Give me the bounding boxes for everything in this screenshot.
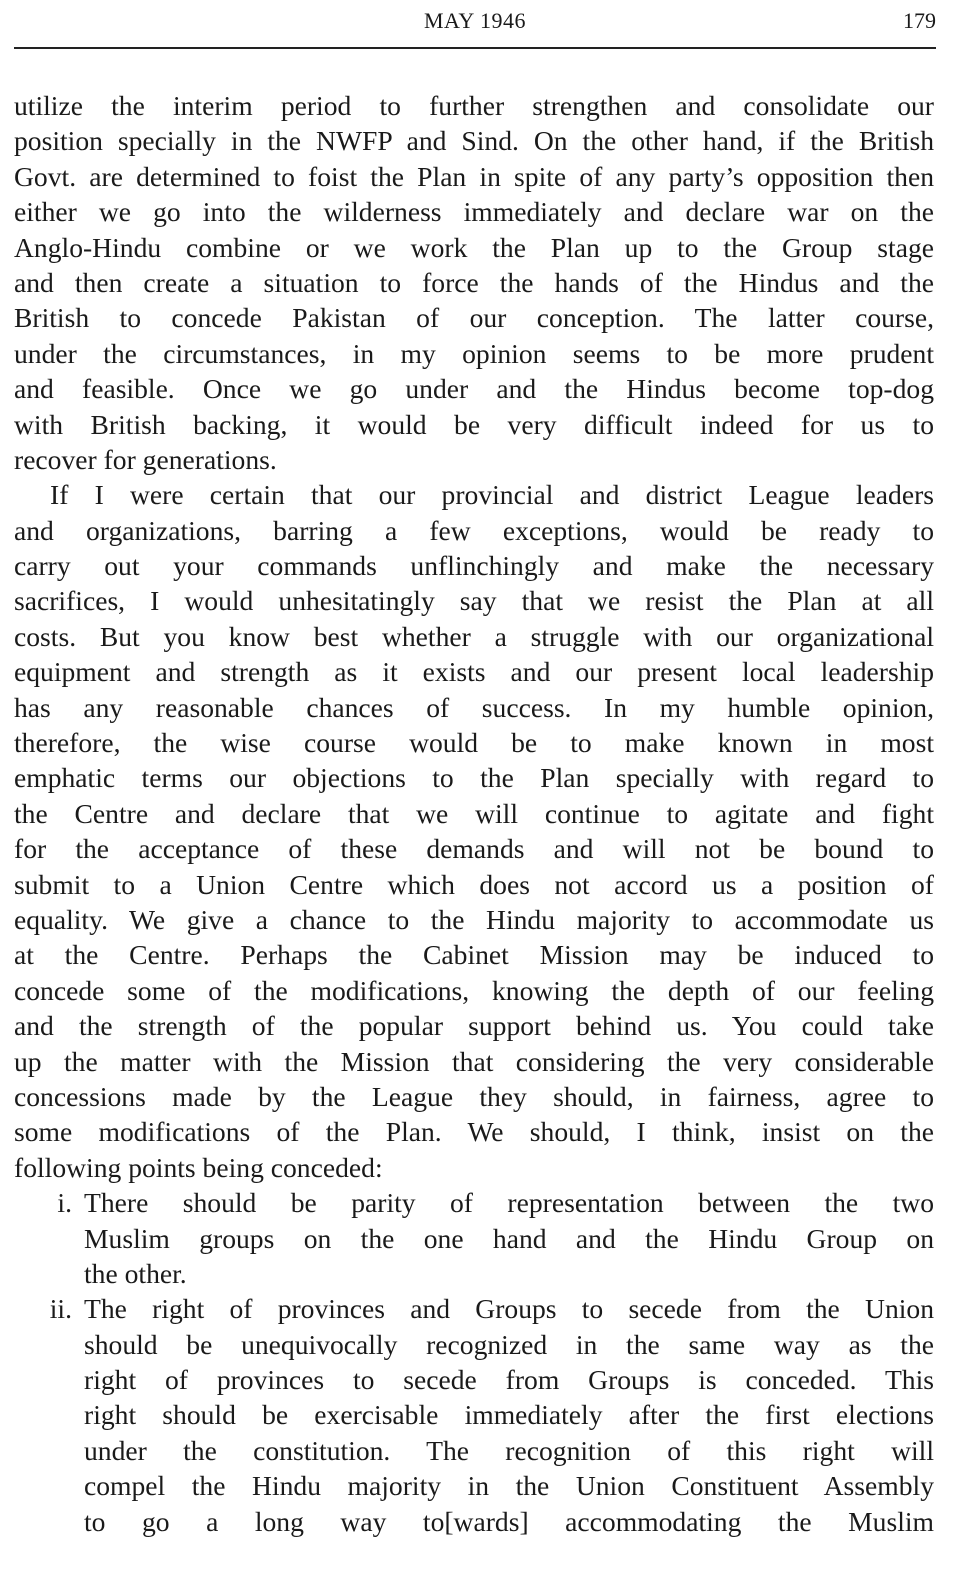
- text-line: has any reasonable chances of success. In my humble opinion,: [14, 691, 934, 723]
- text-line: therefore, the wise course would be to make known in most: [14, 727, 934, 759]
- text-line: carry out your commands unflinchingly and make the necessary: [14, 550, 934, 582]
- page-number: 179: [903, 8, 936, 33]
- text-line: with British backing, it would be very difficult indeed for us to: [14, 408, 934, 440]
- text-line: up the matter with the Mission that considering the very considerable: [14, 1045, 934, 1077]
- text-line: equipment and strength as it exists and our present local leadership: [14, 656, 934, 688]
- text-line: some modifications of the Plan. We should, I think, insist on the: [14, 1116, 934, 1148]
- paragraph-1: [14, 88, 934, 477]
- body-text: [14, 88, 934, 1539]
- text-line: and feasible. Once we go under and the Hindus become top-dog: [14, 373, 934, 405]
- text-line: costs. But you know best whether a struggle with our organizational: [14, 620, 934, 652]
- text-line: utilize the interim period to further strengthen and consolidate our: [14, 90, 934, 121]
- text-line: There should be parity of representation between the two: [84, 1187, 934, 1219]
- text-line: If I were certain that our provincial and district League leaders: [50, 479, 934, 511]
- text-line: at the Centre. Perhaps the Cabinet Mission may be induced to: [14, 939, 934, 971]
- list-item-ii: [14, 1291, 934, 1539]
- text-line: either we go into the wilderness immediately and declare war on the: [14, 196, 934, 228]
- list-item-number: ii.: [49, 1293, 72, 1325]
- text-line: compel the Hindu majority in the Union Constituent Assembly: [84, 1470, 934, 1502]
- text-line: for the acceptance of these demands and will not be bound to: [14, 833, 934, 865]
- list-item-i: [14, 1185, 934, 1291]
- text-line: emphatic terms our objections to the Plan specially with regard to: [14, 762, 934, 794]
- header-rule: [14, 47, 936, 49]
- text-line: position specially in the NWFP and Sind. On the other hand, if the British: [14, 125, 934, 157]
- text-line: Govt. are determined to foist the Plan in spite of any party’s opposition then: [14, 160, 934, 192]
- text-line: and organizations, barring a few exceptions, would be ready to: [14, 514, 934, 546]
- text-line: Muslim groups on the one hand and the Hindu Group on: [84, 1222, 934, 1254]
- paragraph-2: [14, 477, 934, 1185]
- text-line: equality. We give a chance to the Hindu majority to accommodate us: [14, 903, 934, 935]
- text-line: The right of provinces and Groups to secede from the Union: [84, 1293, 934, 1325]
- text-line: and then create a situation to force the hands of the Hindus and the: [14, 266, 934, 298]
- text-line: right of provinces to secede from Groups is conceded. This: [84, 1364, 934, 1396]
- text-line: the other.: [84, 1257, 187, 1289]
- list-item-number: i.: [57, 1187, 72, 1219]
- text-line: under the circumstances, in my opinion seems to be more prudent: [14, 337, 934, 369]
- text-line: submit to a Union Centre which does not accord us a position of: [14, 868, 934, 900]
- running-head-title: MAY 1946: [423, 8, 526, 33]
- text-line: should be unequivocally recognized in the same way as the: [84, 1328, 934, 1360]
- text-line: following points being conceded:: [14, 1151, 383, 1183]
- text-line: concessions made by the League they should, in fairness, agree to: [14, 1080, 934, 1112]
- text-line: right should be exercisable immediately after the first elections: [84, 1399, 934, 1431]
- text-line: sacrifices, I would unhesitatingly say that we resist the Plan at all: [14, 585, 934, 617]
- text-line: Anglo-Hindu combine or we work the Plan up to the Group stage: [14, 231, 934, 263]
- text-line: the Centre and declare that we will continue to agitate and fight: [14, 797, 934, 829]
- text-line: to go a long way to[wards] accommodating the Muslim: [84, 1505, 934, 1537]
- text-line: concede some of the modifications, knowing the depth of our feeling: [14, 974, 934, 1006]
- text-line: and the strength of the popular support behind us. You could take: [14, 1010, 934, 1042]
- text-line: under the constitution. The recognition of this right will: [84, 1434, 934, 1466]
- running-head: [14, 6, 936, 40]
- text-line: British to concede Pakistan of our conception. The latter course,: [14, 302, 934, 334]
- text-line: recover for generations.: [14, 443, 277, 475]
